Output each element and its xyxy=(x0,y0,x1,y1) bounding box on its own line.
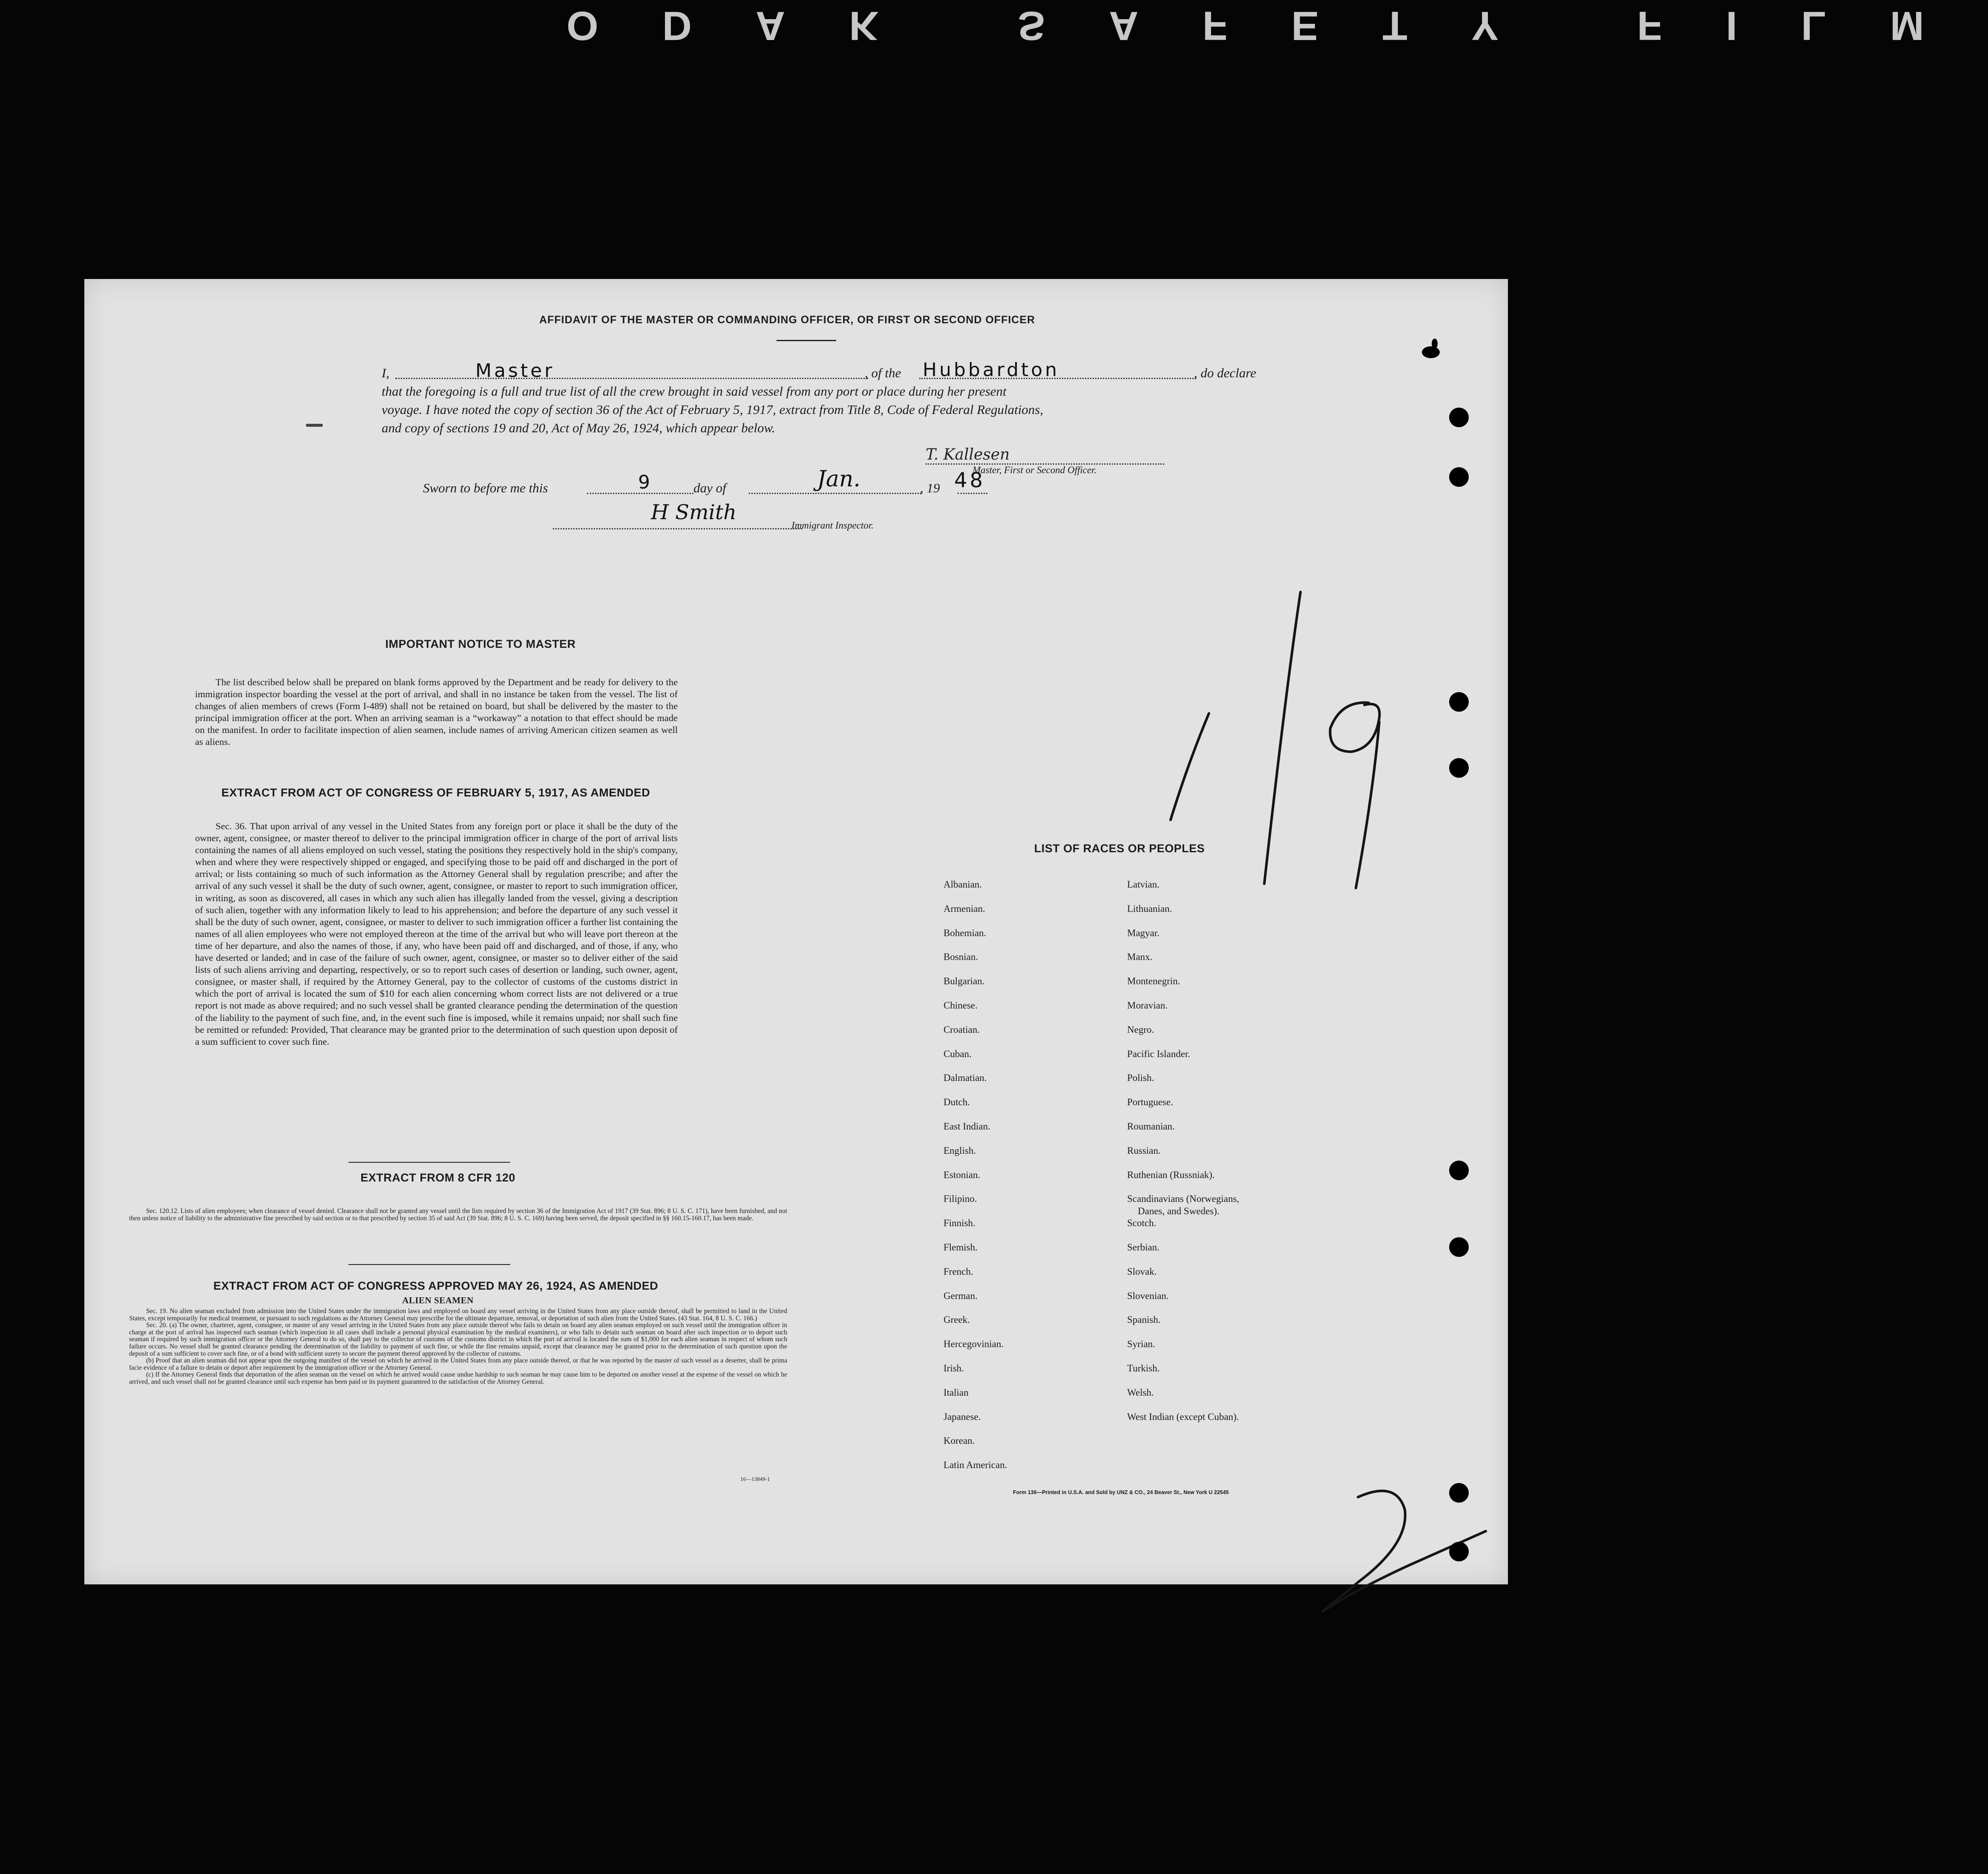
race-item: Latvian. xyxy=(1127,879,1159,890)
race-item: Syrian. xyxy=(1127,1339,1155,1350)
race-item: Scotch. xyxy=(1127,1218,1157,1229)
punch-hole xyxy=(1449,1483,1469,1503)
affidavit-line-3: and copy of sections 19 and 20, Act of May 26, 1924, which appear below. xyxy=(382,420,775,435)
inspector-caption: Immigrant Inspector. xyxy=(791,520,874,531)
ink-blot xyxy=(1415,339,1445,362)
day-handwritten: 9 xyxy=(638,471,653,493)
race-item: English. xyxy=(944,1145,976,1156)
race-item: Croatian. xyxy=(944,1024,980,1035)
race-item: Pacific Islander. xyxy=(1127,1048,1191,1059)
race-item: Bulgarian. xyxy=(944,976,985,987)
inspector-signature-line xyxy=(553,528,802,529)
rule-1917 xyxy=(348,1162,510,1163)
cfr-title: EXTRACT FROM 8 CFR 120 xyxy=(360,1171,515,1184)
race-item: Greek. xyxy=(944,1314,970,1325)
race-item: Roumanian. xyxy=(1127,1121,1175,1132)
race-item: Filipino. xyxy=(944,1193,977,1204)
race-item: French. xyxy=(944,1266,973,1277)
race-item: Italian xyxy=(944,1387,969,1398)
race-item: Hercegovinian. xyxy=(944,1339,1004,1350)
race-item: West Indian (except Cuban). xyxy=(1127,1411,1239,1422)
handwritten-number-2 xyxy=(1307,1484,1499,1616)
year-dotted-line xyxy=(958,493,987,494)
master-caption: Master, First or Second Officer. xyxy=(972,465,1097,475)
act1924-sec20a: Sec. 20. (a) The owner, charterer, agent, consignee, or master of any vessel arriving in the United States from any place outside thereof who fails to detain on board any alien seaman employed on such vessel until the immigration officer in charge at the port of arrival has inspected such seaman (which inspection in all cases shall include a personal physical examination by the medical examiners), or who fails to detain such seaman on board after such inspection or to deport such seaman if required by such immigration officer or the Attorney General to do so, shall pay to the collector of customs of the customs district in which the port of arrival is located the sum of $1,000 for each alien seaman in respect of whom such failure occurs. No vessel shall be granted clearance pending the determination of the liability to payment of such fine, or while the fine remains unpaid, except that clearance may be granted prior to the determination of such question upon the deposit of a sum sufficient to cover such fine, or of a bond with sufficient surety to secure the payment thereof approved by the collector of customs. xyxy=(129,1322,787,1357)
handwritten-nine-stroke xyxy=(1294,688,1401,909)
act1924-text-block xyxy=(129,1308,787,1386)
race-item: Flemish. xyxy=(944,1242,978,1253)
race-item: Bohemian. xyxy=(944,927,987,938)
act1917-title: EXTRACT FROM ACT OF CONGRESS OF FEBRUARY 5, 1917, AS AMENDED xyxy=(221,786,650,799)
month-dotted-line xyxy=(749,493,921,494)
punch-hole xyxy=(1449,758,1469,778)
act1924-form-code: 16—13849-1 xyxy=(740,1476,770,1482)
act1924-sec19: Sec. 19. No alien seaman excluded from admission into the United States under the immigration laws and employed on board any vessel arriving in the United States from any place outside thereof, shall be permitted to land in the United States, except temporarily for medical treatment, or pursuant to such regulations as the Attorney General may prescribe for the ultimate departure, removal, or deportation of such alien from the United States. (43 Stat. 164, 8 U. S. C. 166.) xyxy=(129,1308,787,1322)
race-item: Welsh. xyxy=(1127,1387,1154,1398)
race-item: Portuguese. xyxy=(1127,1097,1173,1108)
race-item: Latin American. xyxy=(944,1460,1007,1471)
month-handwritten: Jan. xyxy=(817,466,860,492)
punch-hole xyxy=(1449,1542,1469,1561)
race-item: Ruthenian (Russniak). xyxy=(1127,1169,1215,1180)
race-item: Scandinavians (Norwegians, xyxy=(1127,1193,1240,1204)
notice-title: IMPORTANT NOTICE TO MASTER xyxy=(385,638,576,650)
notice-text: The list described below shall be prepared on blank forms approved by the Department and be ready for delivery to the immigration inspector boarding the vessel at the port of arrival, and shall in no instance be taken from the vessel. The list of changes of alien members of crews (Form I-489) shall not be retained on board, but shall be delivered by the master to the principal immigration officer at the port. When an arriving seaman is a “workaway” a notation to that effect should be made on the manifest. In order to facilitate inspection of alien seamen, include names of arriving American citizen seamen as well as aliens. xyxy=(195,677,678,747)
punch-hole xyxy=(1449,1161,1469,1180)
race-item: Slovak. xyxy=(1127,1266,1157,1277)
film-edge-imprint: ODAK SAFETY FILM xyxy=(567,3,1988,49)
affidavit-line-1: that the foregoing is a full and true list of all the crew brought in said vessel from any port or place during her present xyxy=(382,384,1007,399)
race-item: Dutch. xyxy=(944,1097,970,1108)
race-item: Magyar. xyxy=(1127,927,1160,938)
race-item: Manx. xyxy=(1127,951,1153,963)
inspector-signature: H Smith xyxy=(651,500,737,524)
punch-hole xyxy=(1449,467,1469,487)
race-item: Finnish. xyxy=(944,1218,975,1229)
affidavit-line-2: voyage. I have noted the copy of section 36 of the Act of February 5, 1917, extract from Title 8, Code of Federal Regulations, xyxy=(382,402,1044,417)
cfr-text: Sec. 120.12. Lists of alien employees; when clearance of vessel denied. Clearance shall not be granted any vessel until the lists required by section 36 of the Immigration Act of 1917 (39 Stat. 896; 8 U. S. C. 171), have been furnished, and not then unless notice of liability to the administrative fine prescribed by said section or to that prescribed by section 35 of said Act (39 Stat. 896; 8 U. S. C. 169) having been served, the deposit specified in §§ 160.15-160.17, has been made. xyxy=(129,1207,787,1222)
race-item: Bosnian. xyxy=(944,951,978,963)
race-item: Slovenian. xyxy=(1127,1290,1169,1301)
affidavit-of-the: , of the xyxy=(865,365,901,380)
race-item: Danes, and Swedes). xyxy=(1138,1206,1220,1217)
act1924-title: EXTRACT FROM ACT OF CONGRESS APPROVED MAY 26, 1924, AS AMENDED xyxy=(213,1279,659,1292)
sworn-prefix: Sworn to before me this xyxy=(423,480,548,495)
race-item: Turkish. xyxy=(1127,1363,1160,1374)
year-prefix: , 19 xyxy=(920,480,940,495)
master-signature: T. Kallesen xyxy=(926,446,1010,463)
year-handwritten: 48 xyxy=(954,468,986,492)
punch-hole xyxy=(1449,408,1469,427)
race-item: Serbian. xyxy=(1127,1242,1160,1253)
race-item: Spanish. xyxy=(1127,1314,1161,1325)
race-item: Dalmatian. xyxy=(944,1072,987,1084)
day-of: day of xyxy=(693,480,726,495)
race-item: Moravian. xyxy=(1127,1000,1168,1011)
act1924-subtitle: ALIEN SEAMEN xyxy=(402,1295,474,1305)
form-footer: Form 136—Printed in U.S.A. and Sold by UNZ & CO., 24 Beaver St., New York U 22545 xyxy=(1013,1489,1229,1495)
affidavit-i: I, xyxy=(382,365,390,380)
race-item: Cuban. xyxy=(944,1048,972,1059)
act1924-sec20b: (b) Proof that an alien seaman did not appear upon the outgoing manifest of the vessel on which he arrived in the United States from any place outside thereof, or that he was reported by the master of such vessel as a deserter, shall be prima facie evidence of a failure to detain or deport after requirement by the immigration officer or the Attorney General. xyxy=(129,1357,787,1371)
rule-cfr xyxy=(348,1264,510,1265)
race-item: Estonian. xyxy=(944,1169,981,1180)
race-item: East Indian. xyxy=(944,1121,990,1132)
manifest-page xyxy=(84,279,1508,1584)
race-item: German. xyxy=(944,1290,978,1301)
race-item: Russian. xyxy=(1127,1145,1161,1156)
affidavit-title: AFFIDAVIT OF THE MASTER OR COMMANDING OFFICER, OR FIRST OR SECOND OFFICER xyxy=(539,314,1036,326)
master-dotted-line xyxy=(395,378,868,379)
races-title: LIST OF RACES OR PEOPLES xyxy=(1034,842,1205,855)
race-item: Polish. xyxy=(1127,1072,1154,1084)
race-item: Chinese. xyxy=(944,1000,978,1011)
affidavit-do-declare: , do declare xyxy=(1194,365,1257,380)
race-item: Lithuanian. xyxy=(1127,903,1172,914)
race-item: Japanese. xyxy=(944,1411,981,1422)
race-item: Irish. xyxy=(944,1363,964,1374)
punch-hole xyxy=(1449,1237,1469,1257)
race-item: Negro. xyxy=(1127,1024,1154,1035)
handwritten-number-119 xyxy=(1085,586,1311,901)
race-item: Armenian. xyxy=(944,903,985,914)
act1924-sec20c: (c) If the Attorney General finds that deportation of the alien seaman on the vessel on which he arrived would cause undue hardship to such seaman he may cause him to be deported on another vessel at the expense of the vessel on which he arrived, and such vessel shall not be granted clearance until such expense has been paid or its payment guaranteed to the satisfaction of the Attorney General. xyxy=(129,1371,787,1385)
vessel-handwritten: Hubbardton xyxy=(923,359,1060,381)
punch-hole xyxy=(1449,692,1469,712)
act1917-text: Sec. 36. That upon arrival of any vessel in the United States from any foreign port or place it shall be the duty of the owner, agent, consignee, or master thereof to deliver to the principal immigration officer in charge of the port of arrival lists containing the names of all aliens employed on such vessel, stating the positions they respectively hold in the ship's company, when and where they were respectively shipped or engaged, and specifying those to be paid off and discharged in the port of arrival; or lists containing so much of such information as the Attorney General shall by regulation prescribe; and after the arrival of any such vessel it shall be the duty of such owner, agent, consignee, or master to report to such immigration officer, in writing, as soon as discovered, all cases in which any such alien has illegally landed from the vessel, giving a description of such alien, together with any information likely to lead to his apprehension; and before the departure of any such vessel it shall be the duty of such owner, agent, consignee, or master to deliver to such immigration officer a further list containing the names of all alien employees who were not employed thereon at the time of the arrival but who will leave port thereon at the time of her departure, and also the names of those, if any, who have been paid off and discharged, and of those, if any, who have deserted or landed; and in case of the failure of such owner, agent, consignee, or master so to deliver either of the said lists of such aliens arriving and departing, respectively, or so to report such cases of desertion or landing, such owner, agent, consignee, or master shall, if required by the Attorney General, pay to the collector of customs of the customs district in which the port of arrival is located the sum of $10 for each alien concerning whom correct lists are not delivered or a true report is not made as above required; and no such vessel shall be granted clearance pending the determination of the question of the liability to the payment of such fine, and, in the event such fine is imposed, while it remains unpaid; nor shall such fine be remitted or refunded: Provided, That clearance may be granted prior to the determination of such question upon deposit of a sum sufficient to cover such fine. xyxy=(195,821,678,1047)
ink-smudge xyxy=(306,424,323,427)
race-item: Montenegrin. xyxy=(1127,976,1180,987)
race-item: Korean. xyxy=(944,1435,975,1446)
title-rule xyxy=(777,340,836,341)
master-handwritten: Master xyxy=(475,360,555,382)
race-item: Albanian. xyxy=(944,879,982,890)
